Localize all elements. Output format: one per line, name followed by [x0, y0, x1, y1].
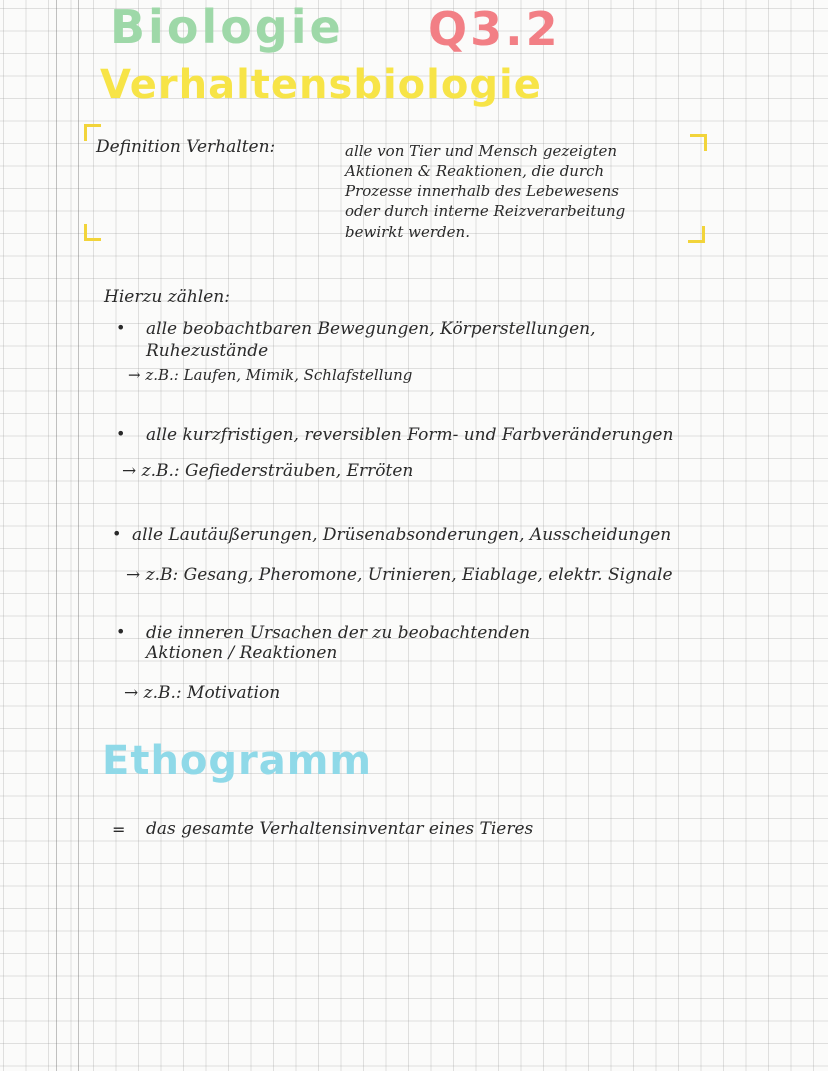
definition-line: bewirkt werden.	[345, 223, 470, 241]
list-item-example: → z.B.: Gefiedersträuben, Erröten	[122, 461, 414, 481]
ethogram-definition: das gesamte Verhaltensinventar eines Tieres	[146, 819, 534, 839]
definition-term: Definition Verhalten:	[96, 137, 276, 157]
box-corner-top-right	[690, 134, 707, 151]
list-item-line: Ruhezustände	[146, 341, 269, 361]
bullet-icon: •	[116, 622, 126, 641]
topic-title: Verhaltensbiologie	[100, 62, 542, 108]
list-item-example: → z.B.: Motivation	[124, 683, 281, 703]
definition-line: alle von Tier und Mensch gezeigten	[345, 142, 618, 160]
list-item-line: alle kurzfristigen, reversiblen Form- und Farbveränderungen	[146, 425, 674, 445]
list-item-line: alle Lautäußerungen, Drüsenabsonderungen, Ausscheidungen	[132, 525, 672, 545]
equals-symbol: =	[112, 820, 126, 839]
ethogram-heading: Ethogramm	[102, 738, 373, 784]
list-item-example: → z.B.: Laufen, Mimik, Schlafstellung	[128, 366, 413, 384]
list-item-line: Aktionen / Reaktionen	[146, 643, 338, 663]
course-title: Q3.2	[428, 2, 561, 56]
box-corner-bottom-right	[688, 226, 705, 243]
subject-title: Biologie	[110, 0, 344, 54]
bullet-icon: •	[116, 424, 126, 443]
box-corner-bottom-left	[84, 224, 101, 241]
bullet-icon: •	[116, 318, 126, 337]
list-item-line: alle beobachtbaren Bewegungen, Körperstellungen,	[146, 319, 596, 339]
margin-line-left	[56, 0, 57, 1071]
margin-line-inner	[78, 0, 79, 1071]
list-item-example: → z.B: Gesang, Pheromone, Urinieren, Eiablage, elektr. Signale	[126, 565, 673, 585]
definition-line: Prozesse innerhalb des Lebewesens	[345, 182, 619, 200]
bullet-icon: •	[112, 524, 122, 543]
definition-line: oder durch interne Reizverarbeitung	[345, 202, 626, 220]
definition-line: Aktionen & Reaktionen, die durch	[345, 162, 605, 180]
list-intro: Hierzu zählen:	[104, 287, 230, 307]
list-item-line: die inneren Ursachen der zu beobachtenden	[146, 623, 531, 643]
